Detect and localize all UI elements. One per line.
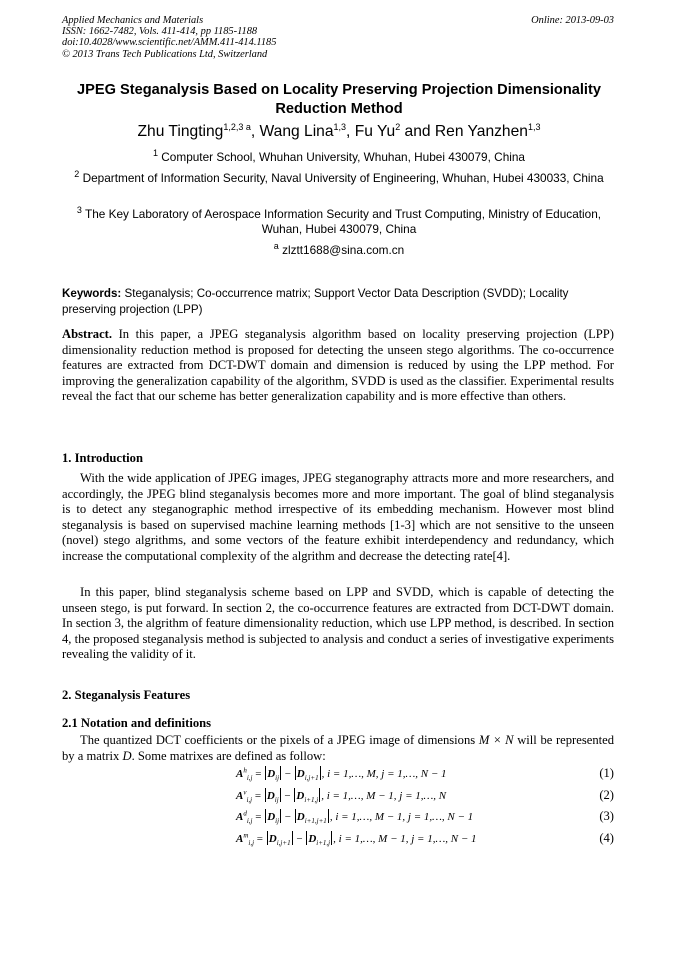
abstract-label: Abstract. [62, 327, 113, 341]
equation-number: (1) [599, 766, 614, 780]
subsection-2-1-heading: 2.1 Notation and definitions [62, 716, 212, 730]
affiliation-3: $^3$ The Key Laboratory of Aerospace Information Security and Trust Computing, Ministry of Education, Wuhan, Hubei 430079, China [76, 205, 602, 236]
keywords [62, 286, 616, 317]
equation-1: $A^h_{i,j} = D_{ij} - D_{i,j+1}$ , i = 1,…, M, j = 1,…, N − 1 (1) [236, 766, 614, 783]
author-list: Zhu Tingting$^{1,2,3 a}$, Wang Lina$^{1,3}$, Fu Yu$^2$ and Ren Yanzhen$^{1,3}$ [137, 121, 541, 140]
journal-header [62, 15, 276, 60]
section-2-heading: 2. Steganalysis Features [62, 688, 191, 702]
journal-name: Applied Mechanics and Materials [62, 15, 204, 26]
issn-line: ISSN: 1662-7482, Vols. 411-414, pp 1185-1188 [62, 26, 258, 38]
author-name: Wang Lina [259, 123, 334, 140]
equation-4: $A^m_{i,j} = D_{i,j+1} - D_{i+1,j}$ , i = 1,…, M − 1, j = 1,…, N − 1 (4) [236, 831, 614, 848]
doi-line: doi:10.4028/www.scientific.net/AMM.411-414.1185 [62, 37, 277, 49]
author-email: $^a$ zlztt1688@sina.com.cn [273, 241, 405, 257]
equation-number: (4) [599, 831, 614, 845]
online-date: Online: 2013-09-03 [531, 15, 614, 26]
author-sup: 1,3 [527, 121, 541, 132]
intro-paragraph-2: In this paper, blind steganalysis scheme based on LPP and SVDD, which is capable of detecting the unseen stego, is put forward. In section 2, the co-occurrence features are extracted from DCT-DWT domain. In section 3, the algrithm of feature dimensionality reduction, which use LPP method, is described. In section 4, the proposed steganalysis method is subjected to analysis and conduct a series of investigative experiments revealing the validity of it. [62, 585, 614, 661]
author-sup: 1,3 [333, 121, 347, 132]
author-sup: 2 [395, 121, 401, 132]
abstract [62, 327, 614, 405]
author-name: Zhu Tingting [137, 123, 224, 140]
dimension-math: M × N [478, 733, 514, 747]
section-1-heading: 1. Introduction [62, 451, 143, 465]
intro-paragraph-1: With the wide application of JPEG images, JPEG steganography attracts more and more researchers, and accordingly, the JPEG blind steganalysis becomes more and more important. The goal of blind steganalysis is to detect any steganographic method irrespective of its embedding mechanism. However most blind steganalysis is based on supervised machine learning methods [1-3] which are not sensitive to the unseen (novel) stego algrithms, and some vectors of the feature exhibit interdependency and redundancy, which increase the computational complexity of the algrithm and decrease the detecting rate[4]. [62, 471, 614, 563]
equation-2: $A^v_{i,j} = D_{ij} - D_{i+1,j}$ , i = 1,…, M − 1, j = 1,…, N (2) [236, 788, 614, 805]
author-name: Ren Yanzhen [434, 123, 528, 140]
matrix-symbol: D [122, 748, 132, 763]
affiliation-2: $^2$ Department of Information Security, Naval University of Engineering, Whuhan, Hubei 430033, China [74, 169, 604, 185]
affiliation-1: $^1$ Computer School, Whuhan University, Whuhan, Hubei 430079, China [152, 148, 525, 164]
keywords-text: Steganalysis; Co-occurrence matrix; Support Vector Data Description (SVDD); Locality preserving projection (LPP) [62, 287, 569, 316]
equation-number: (2) [599, 788, 614, 802]
author-sup: 1,2,3 a [223, 121, 251, 132]
abstract-text: In this paper, a JPEG steganalysis algorithm based on locality preserving projection (LPP) dimensionality reduction method is proposed for detecting the unseen stego algorithms. The co-occurrence features are extracted from DCT-DWT domain and dimension is reduced by using the LPP method. For improving the generalization capability of the algorithm, SVDD is used as the classifier. Experimental results reveal the fact that our scheme has better generalization capability and is more effective than others. [62, 327, 614, 403]
paper-title: JPEG Steganalysis Based on Locality Preserving Projection Dimensionality Reduction Method [77, 82, 601, 117]
copyright-line: © 2013 Trans Tech Publications Ltd, Switzerland [62, 48, 268, 60]
keywords-label: Keywords: [62, 287, 122, 300]
notation-paragraph: The quantized DCT coefficients or the pixels of a JPEG image of dimensions M × N will be represented by a matrix D. Some matrixes are defined as follow: [62, 733, 615, 763]
equation-3: $A^d_{i,j} = D_{ij} - D_{i+1,j+1}$ , i = 1,…, M − 1, j = 1,…, N − 1 (3) [236, 809, 614, 826]
author-name: Fu Yu [354, 123, 396, 140]
equation-number: (3) [599, 809, 614, 823]
